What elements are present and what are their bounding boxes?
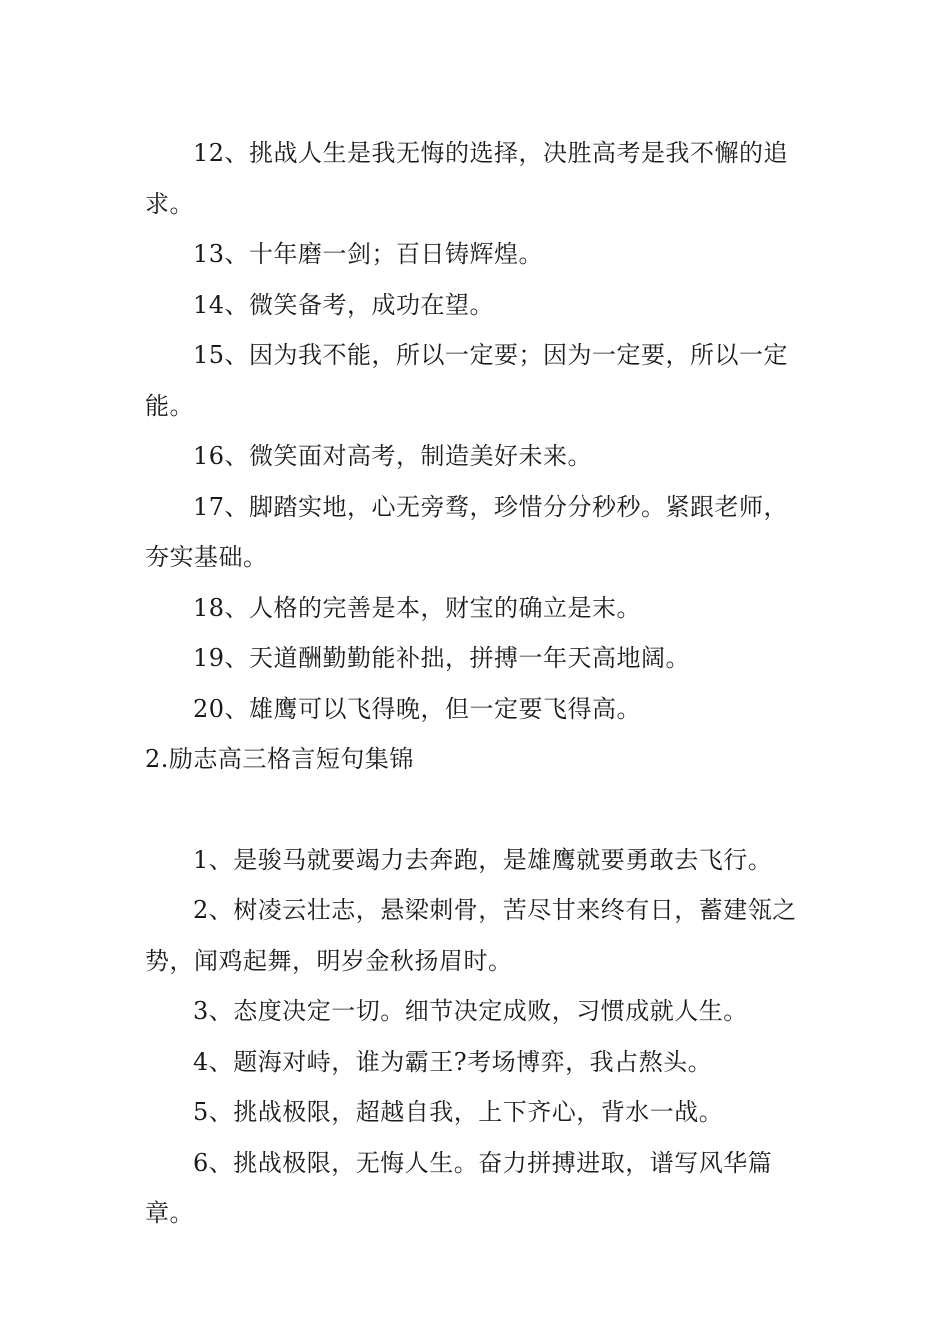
quote-item-20: 20、雄鹰可以飞得晚，但一定要飞得高。 <box>193 694 642 723</box>
section-spacer <box>145 785 810 835</box>
quote-item-13: 13、十年磨一剑；百日铸辉煌。 <box>193 240 544 268</box>
document-body <box>145 128 810 1239</box>
quote-item-5: 5、挑战极限，超越自我，上下齐心，背水一战。 <box>193 1098 724 1126</box>
quote-item-18: 18、人格的完善是本，财宝的确立是末。 <box>193 593 642 622</box>
quote-item-19: 19、天道酬勤勤能补拙，拼搏一年天高地阔。 <box>193 644 691 672</box>
quote-item-3: 3、态度决定一切。细节决定成败，习惯成就人生。 <box>193 997 748 1025</box>
quote-item-14: 14、微笑备考，成功在望。 <box>193 290 495 319</box>
quote-item-12: 12、挑战人生是我无悔的选择，决胜高考是我不懈的追求。 <box>145 139 789 218</box>
quote-item-4: 4、题海对峙，谁为霸王?考场博弈，我占熬头。 <box>193 1047 713 1076</box>
quote-item-1: 1、是骏马就要竭力去奔跑，是雄鹰就要勇敢去飞行。 <box>193 845 773 874</box>
quote-item-17: 17、脚踏实地，心无旁骛，珍惜分分秒秒。紧跟老师，夯实基础。 <box>145 492 789 571</box>
quote-item-6: 6、挑战极限，无悔人生。奋力拼搏进取，谱写风华篇章。 <box>145 1148 773 1227</box>
quote-item-16: 16、微笑面对高考，制造美好未来。 <box>193 442 593 470</box>
quote-item-2: 2、树凌云壮志，悬梁刺骨，苦尽甘来终有日，蓄建瓴之势，闻鸡起舞，明岁金秋扬眉时。 <box>145 896 797 975</box>
section-heading: 2.励志高三格言短句集锦 <box>145 745 414 773</box>
quote-item-15: 15、因为我不能，所以一定要；因为一定要，所以一定能。 <box>145 341 789 420</box>
